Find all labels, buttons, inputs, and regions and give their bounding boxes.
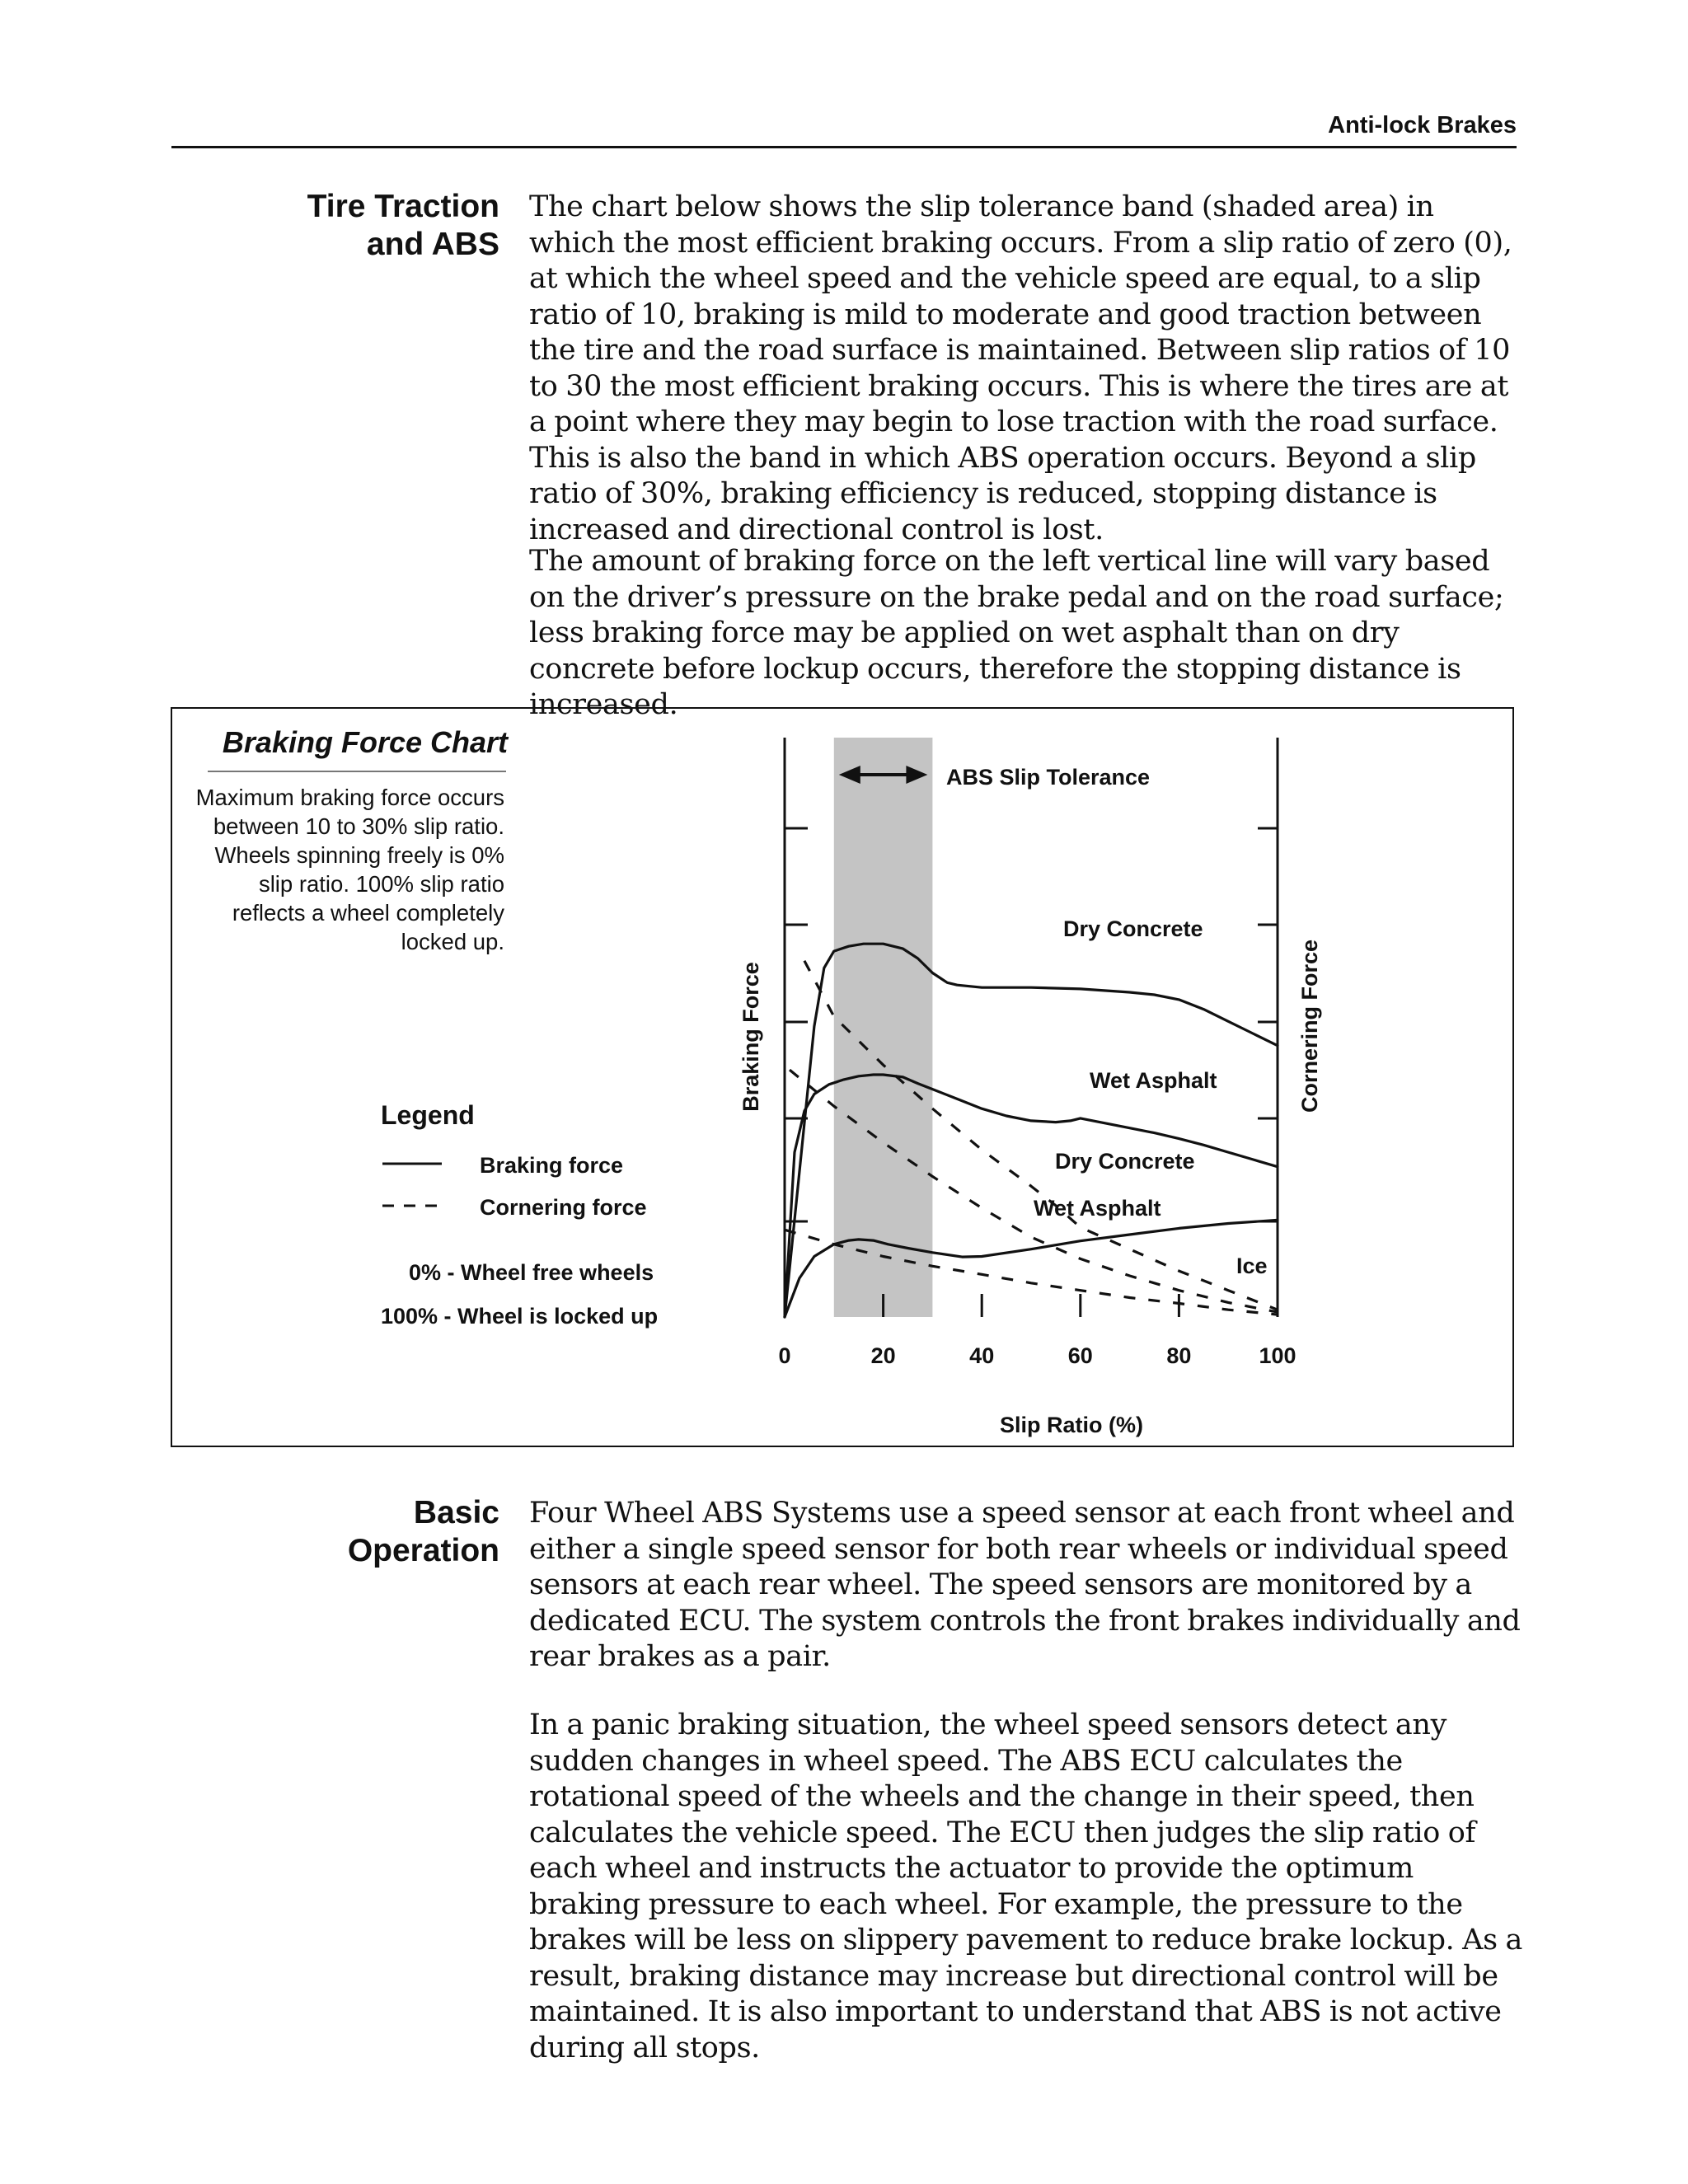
- x-tick-label: 60: [1067, 1343, 1093, 1368]
- running-header: Anti-lock Brakes: [1328, 112, 1517, 138]
- x-axis-label: Slip Ratio (%): [1000, 1413, 1143, 1437]
- body-paragraph: Four Wheel ABS Systems use a speed sensor at each front wheel and either a single speed sensor for both rear wheels or individual speed sensors at each rear wheel. The speed sensors are monitored by a dedicated ECU. The system controls the front brakes individually and rear brakes as a pair.: [529, 1497, 1521, 1673]
- series-label-dry-concrete-braking: Dry Concrete: [1063, 916, 1203, 941]
- x-tick-label: 80: [1166, 1343, 1192, 1368]
- body-paragraph: The chart below shows the slip tolerance band (shaded area) in which the most efficient braking occurs. From a slip ratio of zero (0), at which the wheel speed and the vehicle speed are equal, to a slip ratio of 10, braking is mild to moderate and good traction between the tire and the road surface is maintained. Between slip ratios of 10 to 30 the most efficient braking occurs. This is where the tires are at a point where they may begin to lose traction with the road surface. This is also the band in which ABS operation occurs. Beyond a slip ratio of 30%, braking efficiency is reduced, stopping distance is increased and directional control is lost.: [529, 190, 1512, 546]
- legend-item-braking: Braking force: [480, 1153, 624, 1178]
- body-paragraph: In a panic braking situation, the wheel speed sensors detect any sudden changes in wheel speed. The ABS ECU calculates the rotational speed of the wheels and the change in their speed, then calculates the vehicle speed. The ECU then judges the slip ratio of each wheel and instructs the actuator to provide the optimum braking pressure to each wheel. For example, the pressure to the brakes will be less on slippery pavement to reduce brake lockup. As a result, braking distance may increase but directional control will be maintained. It is also important to understand that ABS is not active during all stops.: [529, 1708, 1523, 2064]
- section-heading-line: and ABS: [366, 227, 499, 262]
- body-paragraph: The amount of braking force on the left vertical line will vary based on the driver’s pressure on the brake pedal and on the road surface; less braking force may be applied on wet asphalt than on dry concrete before lockup occurs, therefore the stopping distance is increased.: [529, 545, 1504, 721]
- abs-band-label: ABS Slip Tolerance: [946, 765, 1151, 790]
- legend-note-locked: 100% - Wheel is locked up: [381, 1304, 659, 1329]
- legend-note-free-wheels: 0% - Wheel free wheels: [409, 1260, 654, 1285]
- y-axis-left-label: Braking Force: [738, 962, 763, 1112]
- section-heading-line: Basic: [413, 1495, 499, 1530]
- series-label-dry-concrete-cornering: Dry Concrete: [1055, 1149, 1195, 1174]
- x-tick-label: 40: [969, 1343, 995, 1368]
- series-label-ice: Ice: [1236, 1254, 1268, 1278]
- section-heading-basic-operation: [186, 1494, 499, 1570]
- x-tick-label: 20: [870, 1343, 896, 1368]
- y-axis-right-label: Cornering Force: [1297, 939, 1322, 1113]
- chart-legend: [381, 1100, 658, 1329]
- legend-title: Legend: [381, 1100, 475, 1130]
- abs-slip-tolerance-band: [834, 738, 933, 1317]
- section-heading-line: Tire Traction: [307, 189, 499, 224]
- x-tick-label: 0: [778, 1343, 791, 1368]
- series-label-wet-asphalt-cornering: Wet Asphalt: [1034, 1196, 1161, 1221]
- legend-item-cornering: Cornering force: [480, 1195, 647, 1220]
- chart-caption: Maximum braking force occurs between 10 to 30% slip ratio. Wheels spinning freely is 0% slip ratio. 100% slip ratio reflects a wheel completely locked up.: [195, 785, 504, 954]
- section-heading-line: Operation: [347, 1533, 499, 1568]
- series-label-wet-asphalt-braking: Wet Asphalt: [1090, 1068, 1217, 1093]
- x-tick-label: 100: [1259, 1343, 1296, 1368]
- chart-panel-title: Braking Force Chart: [222, 725, 508, 759]
